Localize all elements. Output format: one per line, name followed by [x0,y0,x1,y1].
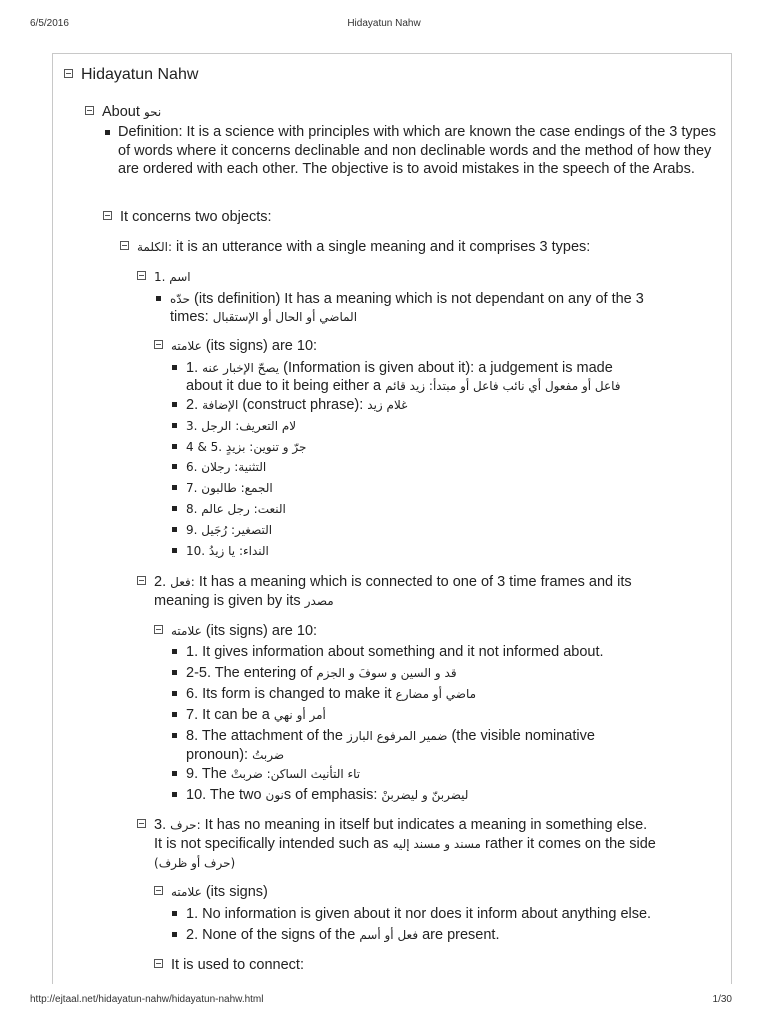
bullet-icon [172,464,177,469]
page-header [30,18,738,32]
ism-sign-3: 3. لام التعريف: الرجل [186,419,297,433]
sign-arabic: تاء التأنيث الساكن: ضربتْ [230,767,361,781]
sign-text: 8. The attachment of the [186,728,347,744]
footer-url: http://ejtaal.net/hidayatun-nahw/hidayatun-nahw.html [30,994,264,1005]
harf-used-text: It is used to connect: [171,957,304,973]
sign-arabic: يصحّ الإخبار عنه [202,361,280,375]
ism-signs-text: (its signs) are 10: [201,338,318,354]
page-number: 1/30 [712,994,732,1005]
fil-sign-7 [186,706,326,725]
fil-sign-10 [186,786,468,805]
ism-sign-8: 8. النعت: رجل عالم [186,502,286,516]
outline-fil-signs[interactable] [154,622,317,641]
definition-text: Definition: It is a science with principles with which are known the case endings of the 3 types of words where it concerns declinable and non declinable words and the method of how they are ordered with each other. The objective is to avoid mistakes in the speech of the Arabs. [118,124,717,177]
bullet-icon [172,712,177,717]
sign-arabic: قد و السين و سوفَ و الجزم [316,666,457,680]
sign-text: pronoun): [186,747,253,763]
sign-num: 2. [186,397,203,413]
ism-definition-cont [170,308,357,327]
outline-harf[interactable] [137,816,647,835]
collapse-toggle-icon[interactable] [154,886,163,895]
collapse-toggle-icon[interactable] [154,340,163,349]
bullet-icon [172,365,177,370]
bullet-icon [172,485,177,490]
print-date: 6/5/2016 [30,18,69,29]
fil-sign-8-cont [186,746,284,765]
sign-arabic: أمر أو نهي [273,708,326,722]
outline-ism[interactable] [137,268,191,287]
sign-text: 10. The two [186,787,266,803]
bullet-icon [172,402,177,407]
fil-sign-9 [186,765,360,784]
bullet-icon [172,649,177,654]
collapse-toggle-icon[interactable] [154,625,163,634]
ism-label: 1. اسم [154,270,191,284]
sign-num: 1. [186,360,203,376]
sign-arabic: نون [265,788,284,802]
bullet-icon [172,771,177,776]
bullet-icon [172,527,177,532]
ism-sign-2 [186,396,407,415]
concerns-label: It concerns two objects: [120,209,272,225]
fil-sign-6 [186,685,476,704]
outline-root[interactable] [64,66,198,85]
collapse-toggle-icon[interactable] [137,576,146,585]
sign-arabic: فاعل أو مفعول أي نائب فاعل أو مبتدأ: زيد قائم [385,379,621,393]
collapse-toggle-icon[interactable] [137,819,146,828]
fil-signs-arabic: علامته [171,624,202,638]
sign-arabic: ماضي أو مضارع [395,687,477,701]
harf-text2: It is not specifically intended such as [154,836,393,852]
outline-about[interactable] [85,103,161,122]
bullet-icon [172,670,177,675]
ism-sign-9: 9. التصغير: رُجَيل [186,523,273,537]
sign-text: (the visible nominative [447,728,595,744]
bullet-icon [172,792,177,797]
fil-sign-2-5 [186,664,457,683]
ism-def-arabic: حدّه [170,292,191,306]
ism-sign-1-cont [186,377,621,396]
kalima-text: it is an utterance with a single meaning and it comprises 3 types: [172,239,591,255]
ism-signs-arabic: علامته [171,339,202,353]
outline-fil[interactable] [137,573,632,592]
sign-text: 2. None of the signs of the [186,927,360,943]
collapse-toggle-icon[interactable] [120,241,129,250]
fil-text2: meaning is given by its [154,593,305,609]
bullet-icon [105,130,110,135]
harf-text-cont2: (حرف أو ظرف) [154,856,236,870]
sign-text: 7. It can be a [186,707,274,723]
fil-arabic: فعل: [170,575,195,589]
ism-sign-4-5: 4 & 5. جرّ و تنوين: بزيدٍ [186,440,307,454]
sign-arabic: غلام زيد [367,398,408,412]
fil-arabic2: مصدر [304,594,334,608]
sign-text: 6. Its form is changed to make it [186,686,396,702]
bullet-icon [172,548,177,553]
sign-arabic: فعل أو أسم [359,928,419,942]
harf-text2b: rather it comes on the side [480,836,656,852]
bullet-icon [172,423,177,428]
bullet-icon [172,691,177,696]
collapse-toggle-icon[interactable] [137,271,146,280]
sign-text: (construct phrase): [238,397,368,413]
fil-text-cont [154,592,334,611]
ism-def-text: (its definition) It has a meaning which is not dependant on any of the 3 [190,291,644,307]
bullet-icon [156,296,161,301]
ism-def-arabic2: الماضي أو الحال أو الإستقبال [212,310,358,324]
sign-text: are present. [418,927,500,943]
harf-arabic2: مسند و مسند إليه [392,837,481,851]
root-title: Hidayatun Nahw [81,66,199,83]
harf-sign-1: 1. No information is given about it nor does it inform about anything else. [186,906,652,922]
about-arabic: نحو [143,105,162,119]
outline-harf-signs[interactable] [154,883,268,902]
fil-num: 2. [154,574,171,590]
collapse-toggle-icon[interactable] [85,106,94,115]
collapse-toggle-icon[interactable] [103,211,112,220]
sign-arabic: ليضربنّ و ليضربنْ [381,788,469,802]
sign-arabic: الإضافة [202,398,239,412]
sign-text: (Information is given about it): a judgement is made [279,360,613,376]
bullet-icon [172,932,177,937]
outline-harf-used[interactable] [154,956,304,975]
bullet-icon [172,733,177,738]
page-header-title: Hidayatun Nahw [347,18,421,29]
sign-text: 9. The [186,766,231,782]
ism-sign-10: 10. النداء: يا زيدُ [186,544,269,558]
fil-sign-8 [186,727,595,746]
bullet-icon [172,506,177,511]
harf-text-cont [154,835,656,854]
harf-num: 3. [154,817,171,833]
fil-text: It has a meaning which is connected to one of 3 time frames and its [194,574,632,590]
sign-arabic: ضمير المرفوع البارز [346,729,448,743]
harf-text: It has no meaning in itself but indicates a meaning in something else. [200,817,648,833]
harf-arabic: حرف: [170,818,201,832]
bullet-icon [172,911,177,916]
bullet-icon [172,444,177,449]
outline-concerns[interactable] [103,208,272,227]
harf-signs-arabic: علامته [171,885,202,899]
about-label: About [102,104,140,120]
collapse-toggle-icon[interactable] [64,69,73,78]
ism-sign-7: 7. الجمع: طالبون [186,481,273,495]
sign-arabic: ضربتُ [252,748,285,762]
harf-signs-text: (its signs) [201,884,268,900]
page-footer [30,994,738,1008]
outline-kalima[interactable] [120,238,590,257]
collapse-toggle-icon[interactable] [154,959,163,968]
fil-sign-1: 1. It gives information about something and it not informed about. [186,644,604,660]
harf-sign-2 [186,926,499,945]
sign-text: about it due to it being either a [186,378,386,394]
kalima-arabic: الكلمة: [137,240,173,254]
sign-text: 2-5. The entering of [186,665,317,681]
ism-sign-6: 6. التثنية: رجلان [186,460,267,474]
fil-signs-text: (its signs) are 10: [201,623,318,639]
ism-sign-1 [186,359,613,378]
ism-def-text2: times: [170,309,213,325]
sign-text: s of emphasis: [283,787,382,803]
ism-definition [170,290,644,309]
outline-ism-signs[interactable] [154,337,317,356]
